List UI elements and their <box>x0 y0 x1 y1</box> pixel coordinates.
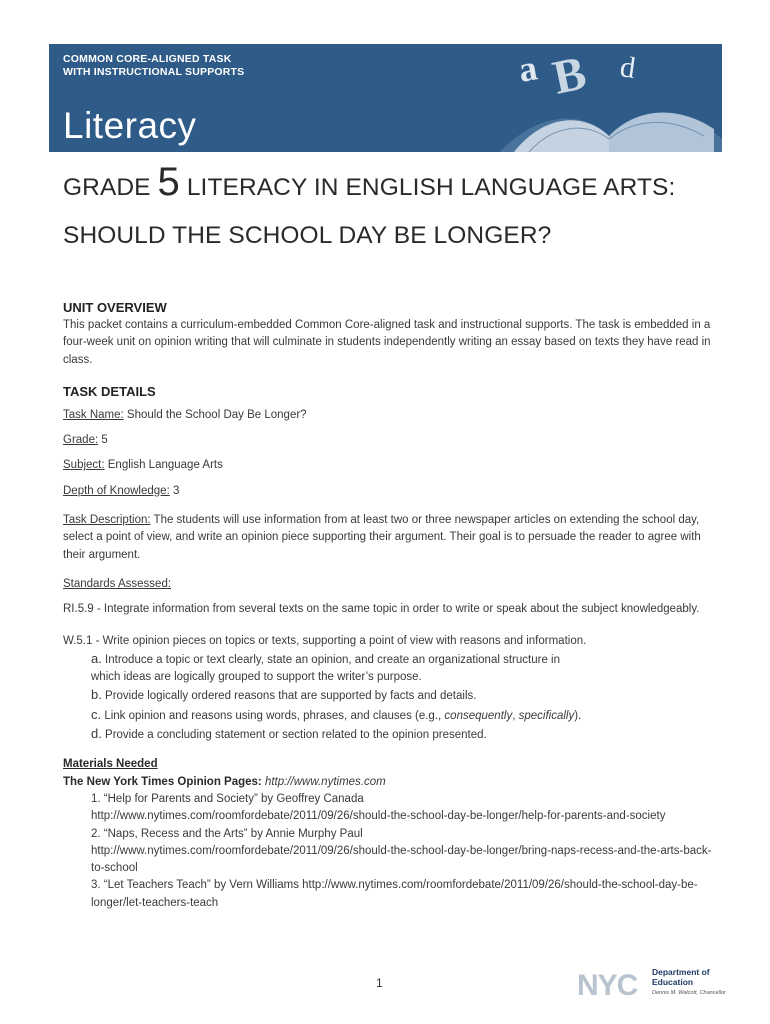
department-line1: Department of <box>652 967 710 977</box>
page-number: 1 <box>376 976 383 990</box>
item-emphasis: consequently <box>444 709 513 722</box>
subject-label: Subject: <box>63 459 105 472</box>
page-title <box>63 160 723 250</box>
task-description-value: The students will use information from at least two or three newspaper articles on extending the school day, select a point of view, and write an opinion piece supporting their argument. Their goal is to persuade the reader to agree with their argument. <box>63 514 701 561</box>
task-name-value: Should the School Day Be Longer? <box>123 408 307 421</box>
dok-label: Depth of Knowledge: <box>63 484 170 497</box>
item-letter: b. <box>91 687 102 703</box>
chancellor-credit: Dennis M. Walcott, Chancellor <box>652 990 726 996</box>
nyc-logo-text: NYC <box>577 969 638 1002</box>
subject-row <box>63 457 713 474</box>
material-item-url[interactable]: http://www.nytimes.com/roomfordebate/2011/09/26/should-the-school-day-be-longer/bring-naps-recess-and-the-arts-back-to-school <box>91 844 712 875</box>
standard-ri-5-9: RI.5.9 - Integrate information from several texts on the same topic in order to write or speak about the subject knowledgeably. <box>63 603 700 616</box>
title-prefix: GRADE <box>63 174 158 201</box>
item-text: Introduce a topic or text clearly, state an opinion, and create an organizational structure in <box>101 653 560 666</box>
material-item-title[interactable]: 3. “Let Teachers Teach” by Vern Williams http://www.nytimes.com/roomfordebate/2011/09/26/should-the-school-day-be-longer/let-teachers-teach <box>91 879 698 909</box>
task-name-row <box>63 407 713 424</box>
task-name-label: Task Name: <box>63 408 124 421</box>
material-item-title: 1. “Help for Parents and Society” by Geoffrey Canada <box>91 792 364 805</box>
banner-tagline-line2: WITH INSTRUCTIONAL SUPPORTS <box>63 66 245 78</box>
subject-value: English Language Arts <box>104 459 223 472</box>
standard-item-b <box>91 686 713 705</box>
item-end: ). <box>574 709 582 722</box>
item-letter: c. <box>91 706 102 722</box>
materials-heading: Materials Needed <box>63 758 158 771</box>
item-text: Provide a concluding statement or section related to the opinion presented. <box>101 729 487 742</box>
materials-source-url[interactable]: http://www.nytimes.com <box>261 775 386 788</box>
standard-item-c <box>91 706 713 725</box>
material-item-url[interactable]: http://www.nytimes.com/roomfordebate/2011/09/26/should-the-school-day-be-longer/help-for-parents-and-society <box>91 810 666 823</box>
item-text: Link opinion and reasons using words, phrases, and clauses (e.g., <box>101 709 445 722</box>
standard-item-a <box>91 650 713 669</box>
dok-value: 3 <box>169 484 180 497</box>
banner-tagline <box>63 53 244 79</box>
title-question: SHOULD THE SCHOOL DAY BE LONGER? <box>63 222 552 249</box>
title-grade-number: 5 <box>157 160 180 204</box>
task-details-heading: TASK DETAILS <box>63 383 156 399</box>
dok-row <box>63 483 713 500</box>
grade-label: Grade: <box>63 434 99 447</box>
standard-item-a-cont: which ideas are logically grouped to support the writer’s purpose. <box>91 671 422 684</box>
item-text: Provide logically ordered reasons that are supported by facts and details. <box>101 690 477 703</box>
unit-overview-heading: UNIT OVERVIEW <box>63 300 167 315</box>
banner-tagline-line1: COMMON CORE-ALIGNED TASK <box>63 53 232 65</box>
header-banner <box>49 44 722 152</box>
grade-row <box>63 432 713 449</box>
task-description-label: Task Description: <box>63 514 151 527</box>
standard-w-5-1: W.5.1 - Write opinion pieces on topics or texts, supporting a point of view with reasons and information. <box>63 634 587 647</box>
grade-value: 5 <box>98 434 108 447</box>
materials-source <box>63 774 713 791</box>
item-emphasis: specifically <box>518 709 575 722</box>
item-letter: a. <box>91 650 102 666</box>
item-separator: , <box>512 709 519 722</box>
materials-list <box>63 791 713 912</box>
document-body <box>63 299 713 912</box>
banner-title: Literacy <box>63 105 197 146</box>
art-letter-a: a <box>515 47 541 90</box>
task-description <box>63 512 713 564</box>
standard-w-5-1-list <box>63 650 713 744</box>
unit-overview-text: This packet contains a curriculum-embedded Common Core-aligned task and instructional supports. The task is embedded in a four-week unit on opinion writing that will culminate in students independently writing an essay based on texts they have read in class. <box>63 319 711 366</box>
materials-source-label: The New York Times Opinion Pages: <box>63 775 262 788</box>
art-letter-b: B <box>548 46 591 105</box>
department-name <box>652 968 710 987</box>
item-letter: d. <box>91 726 102 742</box>
material-item-title: 2. “Naps, Recess and the Arts” by Annie Murphy Paul <box>91 827 363 840</box>
title-suffix: LITERACY IN ENGLISH LANGUAGE ARTS: <box>179 174 676 201</box>
department-line2: Education <box>652 976 694 987</box>
open-book-illustration <box>459 44 722 152</box>
art-letter-d: d <box>618 50 638 86</box>
standards-heading: Standards Assessed: <box>63 577 172 590</box>
standard-item-d <box>91 725 713 744</box>
